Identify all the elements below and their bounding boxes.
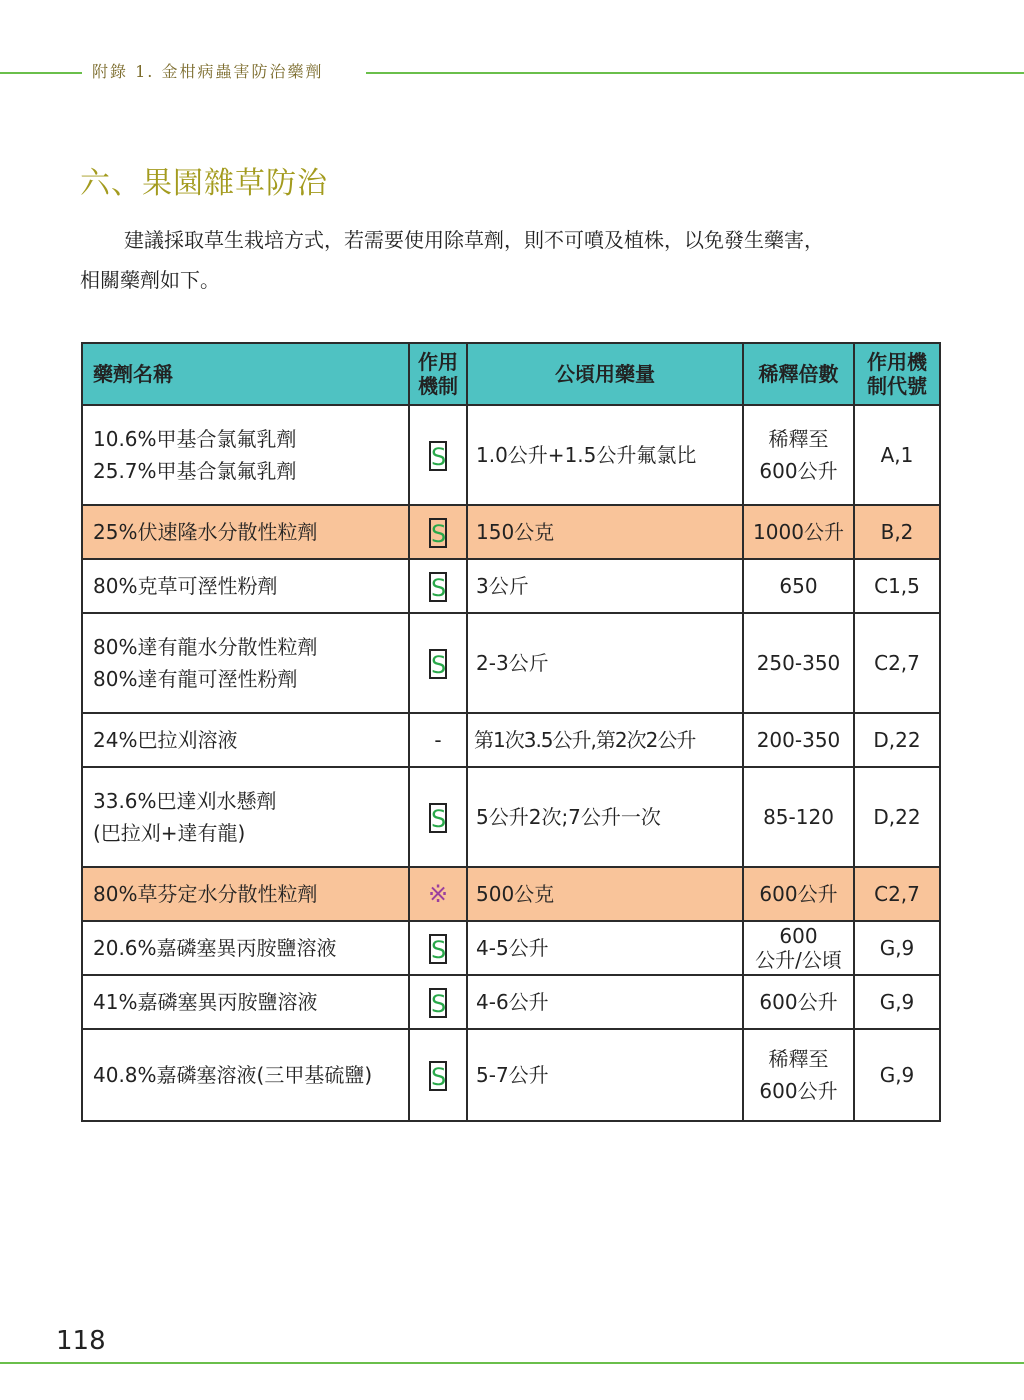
cell-code: G,9 [854, 1029, 940, 1121]
s-mark-icon: S [431, 990, 447, 1019]
cell-dilution [743, 405, 854, 505]
cell-code: A,1 [854, 405, 940, 505]
s-mark-icon: S [431, 1063, 447, 1092]
herbicide-table [81, 342, 941, 1122]
cell-mechanism [409, 867, 467, 921]
table-header-row [82, 343, 940, 405]
cell-dose: 150公克 [467, 505, 743, 559]
cell-dose: 500公克 [467, 867, 743, 921]
cell-code: G,9 [854, 921, 940, 975]
cell-dose: 5公升2次;7公升一次 [467, 767, 743, 867]
cell-code: B,2 [854, 505, 940, 559]
cell-name [82, 1029, 409, 1121]
s-mark-icon: S [431, 805, 447, 834]
name-line: 25%伏速隆水分散性粒劑 [93, 520, 318, 544]
cell-code: D,22 [854, 713, 940, 767]
dilution-line: 200-350 [756, 728, 841, 752]
cell-name [82, 505, 409, 559]
cell-dilution [743, 613, 854, 713]
cell-dose: 1.0公升+1.5公升氟氯比 [467, 405, 743, 505]
name-line: 80%達有龍可溼性粉劑 [93, 667, 298, 691]
s-mark-icon: S [431, 443, 447, 472]
cell-mechanism [409, 613, 467, 713]
name-line: 80%克草可溼性粉劑 [93, 574, 278, 598]
dilution-line: 600公升 [759, 990, 838, 1014]
table-row [82, 1029, 940, 1121]
dilution-line: 稀釋至 [768, 1047, 829, 1071]
cell-mechanism [409, 405, 467, 505]
name-line: 20.6%嘉磷塞異丙胺鹽溶液 [93, 936, 337, 960]
header-code-line-1: 作用機 [867, 350, 927, 374]
cell-dose: 5-7公升 [467, 1029, 743, 1121]
cell-mechanism [409, 767, 467, 867]
header-mechanism [409, 343, 467, 405]
dilution-line: 1000公升 [753, 520, 844, 544]
intro-line-1: 建議採取草生栽培方式，若需要使用除草劑，則不可噴及植株，以免發生藥害， [124, 228, 824, 252]
header-name: 藥劑名稱 [82, 343, 409, 405]
s-mark-icon: S [431, 520, 447, 549]
cell-dilution [743, 867, 854, 921]
cell-mechanism [409, 713, 467, 767]
cell-dose: 2-3公斤 [467, 613, 743, 713]
cell-name [82, 405, 409, 505]
intro-paragraph [80, 220, 944, 300]
cell-dilution [743, 505, 854, 559]
table-row [82, 613, 940, 713]
running-head: 附錄 1. 金柑病蟲害防治藥劑 [92, 62, 324, 81]
cell-name [82, 975, 409, 1029]
cell-mechanism [409, 559, 467, 613]
table-row [82, 713, 940, 767]
top-rule-right [366, 72, 1024, 74]
cell-code: D,22 [854, 767, 940, 867]
dilution-line: 600公升 [759, 882, 838, 906]
table-row [82, 867, 940, 921]
header-dilution: 稀釋倍數 [743, 343, 854, 405]
cell-dilution [743, 559, 854, 613]
name-line: 10.6%甲基合氯氟乳劑 [93, 427, 297, 451]
top-rule [0, 60, 1024, 84]
cell-mechanism [409, 1029, 467, 1121]
table-row [82, 767, 940, 867]
header-code-line-2: 制代號 [867, 374, 927, 398]
cell-dose: 4-6公升 [467, 975, 743, 1029]
header-dose: 公頃用藥量 [467, 343, 743, 405]
cell-code: G,9 [854, 975, 940, 1029]
top-rule-left [0, 72, 82, 74]
cell-mechanism [409, 921, 467, 975]
cell-mechanism [409, 505, 467, 559]
s-mark-icon: S [431, 936, 447, 965]
cell-code: C2,7 [854, 613, 940, 713]
name-line: 80%達有龍水分散性粒劑 [93, 635, 318, 659]
dilution-line: 85-120 [763, 805, 834, 829]
cell-mechanism [409, 975, 467, 1029]
reference-mark-icon: ※ [427, 879, 449, 908]
dilution-line: 600公升 [759, 459, 838, 483]
header-code [854, 343, 940, 405]
dilution-line: 600 [779, 924, 818, 948]
cell-code: C1,5 [854, 559, 940, 613]
table-body [82, 405, 940, 1121]
cell-name [82, 867, 409, 921]
cell-dose: 4-5公升 [467, 921, 743, 975]
intro-line-2: 相關藥劑如下。 [80, 268, 220, 292]
cell-name [82, 559, 409, 613]
table-row [82, 405, 940, 505]
cell-dose: 第1次3.5公升,第2次2公升 [467, 713, 743, 767]
name-line: 40.8%嘉磷塞溶液(三甲基硫鹽) [93, 1063, 373, 1087]
name-line: (巴拉刈+達有龍) [93, 821, 246, 845]
name-line: 33.6%巴達刈水懸劑 [93, 789, 277, 813]
dash-mark: - [434, 728, 442, 752]
cell-code: C2,7 [854, 867, 940, 921]
section-title: 六、果園雜草防治 [80, 166, 328, 201]
name-line: 41%嘉磷塞異丙胺鹽溶液 [93, 990, 318, 1014]
s-mark-icon: S [431, 574, 447, 603]
page-number: 118 [56, 1326, 106, 1356]
dilution-line: 650 [779, 574, 818, 598]
cell-dilution [743, 921, 854, 975]
s-mark-icon: S [431, 651, 447, 680]
dilution-line: 600公升 [759, 1079, 838, 1103]
header-mechanism-line-2: 機制 [418, 374, 458, 398]
cell-dilution [743, 767, 854, 867]
cell-dose: 3公斤 [467, 559, 743, 613]
table-row [82, 921, 940, 975]
dilution-line: 稀釋至 [768, 427, 829, 451]
name-line: 24%巴拉刈溶液 [93, 728, 238, 752]
name-line: 25.7%甲基合氯氟乳劑 [93, 459, 297, 483]
table-row [82, 975, 940, 1029]
cell-name [82, 613, 409, 713]
table-row [82, 505, 940, 559]
name-line: 80%草芬定水分散性粒劑 [93, 882, 318, 906]
cell-name [82, 921, 409, 975]
cell-name [82, 767, 409, 867]
cell-dilution [743, 975, 854, 1029]
cell-dilution [743, 713, 854, 767]
dilution-line: 250-350 [756, 651, 841, 675]
table-row [82, 559, 940, 613]
cell-dilution [743, 1029, 854, 1121]
dilution-line: 公升/公頃 [755, 948, 842, 972]
cell-name [82, 713, 409, 767]
header-mechanism-line-1: 作用 [418, 350, 458, 374]
bottom-rule [0, 1362, 1024, 1364]
